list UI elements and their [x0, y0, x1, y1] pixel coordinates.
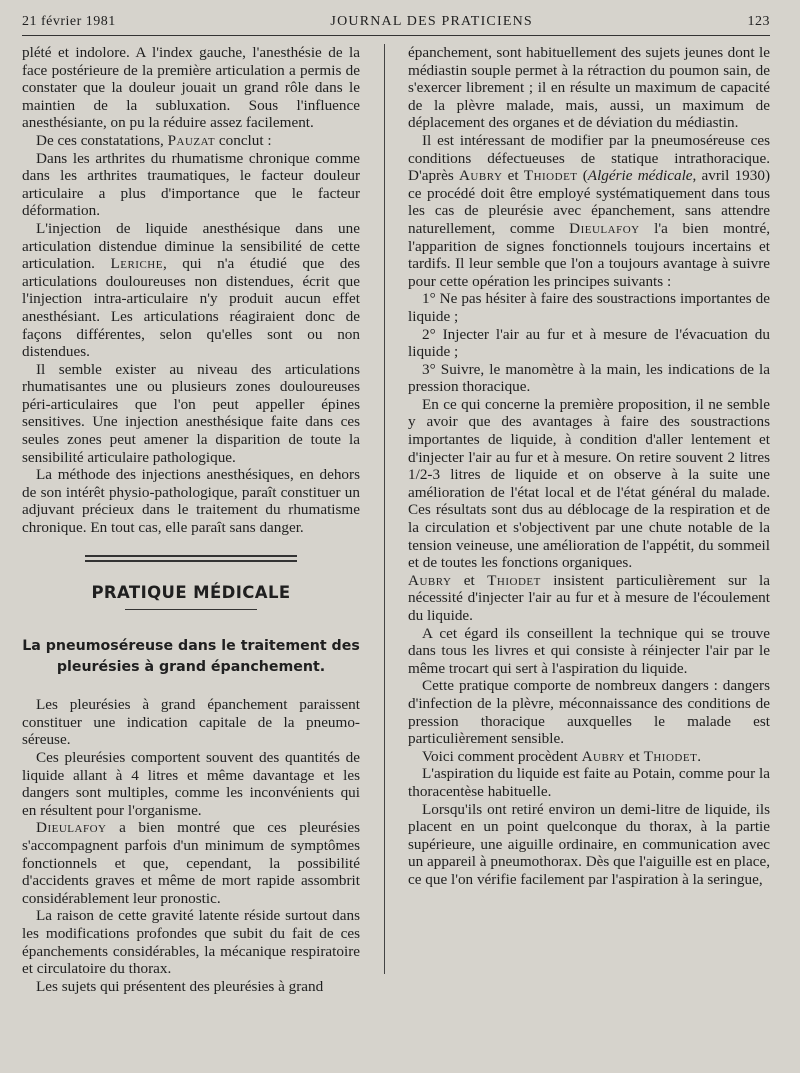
author-name: Aubry — [408, 571, 452, 589]
author-name: Dieulafoy — [569, 219, 640, 237]
paragraph: Il semble exister au niveau des articulations rhumatisantes une ou plusieurs zones douloureuses péri-articulaires que l'on peut appeller épines sensitives. Une injection anesthésique faite dans ces seules zones peut amener la disparition de toute la sensibilité articulaire pathologique. — [22, 360, 360, 466]
paragraph: plété et indolore. A l'index gauche, l'anesthésie de la face postérieure de la première articulation a permis de constater que la douleur jouait un grand rôle dans le maintien de la subluxation. Sous l'influence anesthésiante, on pu la réduire assez facilement. — [22, 44, 360, 132]
page-number: 123 — [747, 14, 770, 29]
list-item: 1° Ne pas hésiter à faire des soustractions importantes de liquide ; — [408, 290, 770, 325]
section-title: PRATIQUE MÉDICALE — [91, 582, 291, 602]
author-name: Thiodet — [523, 167, 578, 185]
section-separator — [85, 555, 297, 562]
article-title: La pneumoséreuse dans le traitement des pleurésies à grand épanchement. — [22, 638, 360, 676]
paragraph: Aubry et Thiodet insistent particulièrement sur la nécessité d'injecter l'air au fur et à mesure de l'écoulement du liquide. — [408, 571, 770, 624]
paragraph: A cet égard ils conseillent la technique qui se trouve dans tous les livres et qui consiste à réinjecter l'air par le même trocart qui sert à l'aspiration du liquide. — [408, 624, 770, 677]
author-name: Thiodet — [487, 571, 541, 589]
paragraph: L'aspiration du liquide est faite au Potain, comme pour la thoracentèse habituelle. — [408, 765, 770, 800]
author-name: Leriche — [110, 255, 163, 273]
paragraph: Il est intéressant de modifier par la pneumoséreuse ces conditions défectueuses de statique intrathoracique. D'après Aubry et Thiodet (Algérie médicale, avril 1930) ce procédé doit être employé systématiquement dans tous les cas de pleurésie avec épanchement, sans attendre naturellement, comme Dieulafoy l'a bien montré, l'apparition de signes fonctionnels toujours incertains et tardifs. Il leur semble que l'on a toujours avantage à suivre pour cette opération les principes suivants : — [408, 131, 771, 290]
paragraph: La raison de cette gravité latente réside surtout dans les modifications profondes que subit du fait de ces épanchements considérables, la mécanique respiratoire et circulatoire du thorax. — [22, 907, 360, 978]
left-column — [22, 44, 360, 995]
section-underline — [125, 609, 257, 610]
paragraph: Dieulafoy a bien montré que ces pleurésies s'accompagnent parfois d'un minimum de symptômes fonctionnels et que, cependant, la possibilité d'accidents graves et même de mort rapide assombrit considérablement leur pronostic. — [22, 819, 360, 907]
list-item: 3° Suivre, le manomètre à la main, les indications de la pression thoracique. — [408, 360, 770, 396]
author-name: Pauzat — [167, 131, 216, 149]
journal-title: JOURNAL DES PRATICIENS — [330, 14, 533, 29]
author-name: Aubry — [458, 167, 503, 185]
paragraph: Voici comment procèdent Aubry et Thiodet. — [422, 747, 702, 765]
two-column-body — [22, 44, 770, 995]
paragraph: Dans les arthrites du rhumatisme chronique comme dans les arthrites traumatiques, le facteur douleur articulaire a plus d'importance que le facteur déformation. — [22, 149, 360, 220]
paragraph: De ces constatations, Pauzat conclut : — [36, 131, 272, 149]
author-name: Thiodet — [643, 747, 698, 765]
author-name: Aubry — [581, 747, 626, 765]
column-divider — [384, 44, 385, 974]
paragraph: Les pleurésies à grand épanchement paraissent constituer une indication capitale de la pneumo-séreuse. — [22, 696, 360, 749]
paragraph: Ces pleurésies comportent souvent des quantités de liquide allant à 4 litres et même davantage et les dangers sont multiples, comme les inconvénients qui en résultent pour l'organisme. — [22, 749, 360, 819]
paragraph: Lorsqu'ils ont retiré environ un demi-litre de liquide, ils placent en un point quelconque du thorax, à la partie supérieure, une aiguille ordinaire, en communication avec un appareil à pneumothorax. Dès que l'aiguille est en place, ce que l'on vérifie facilement par l'aspiration à la seringue, — [408, 800, 770, 888]
paragraph: épanchement, sont habituellement des sujets jeunes dont le médiastin souple permet à la rétraction du poumon sain, de s'exercer librement ; il en résulte un maximum de capacité de la plèvre malade, mais, aussi, un maximum de déplacement des organes et de déviation du médiastin. — [408, 44, 770, 132]
paragraph: La méthode des injections anesthésiques, en dehors de son intérêt physio-pathologique, paraît constituer un adjuvant précieux dans le traitement du rhumatisme chronique. En tout cas, elle paraît sans danger. — [22, 466, 360, 537]
author-name: Dieulafoy — [36, 819, 107, 837]
list-item: 2° Injecter l'air au fur et à mesure de l'évacuation du liquide ; — [408, 325, 770, 361]
header-date: 21 février 1981 — [22, 14, 116, 29]
running-header — [22, 14, 770, 36]
right-column — [408, 44, 770, 995]
paragraph: Les sujets qui présentent des pleurésies à grand — [36, 977, 324, 995]
journal-reference: Algérie médicale — [587, 167, 693, 185]
paragraph: L'injection de liquide anesthésique dans une articulation distendue diminue la sensibilité de cette articulation. Leriche, qui n'a étudié que des articulations douloureuses non distendues, écrit que l'injection intra-articulaire n'y produit aucun effet anesthésiant. Les articulations réagiraient donc de façons différentes, selon qu'elles sont ou non distendues. — [22, 219, 360, 361]
paragraph: En ce qui concerne la première proposition, il ne semble y avoir que des avantages à faire des soustractions importantes de liquide, à condition d'aller lentement et d'injecter l'air au fur et à mesure. On retire souvent 2 litres 1/2-3 litres de liquide et on observe à la suite une amélioration de l'état local et de l'état général du malade. Ces résultats sont dus au déblocage de la respiration et de la circulation et s'objectivent par une chute notable de la tension veineuse, une amélioration de l'appétit, du sommeil et de toutes les fonctions organiques. — [408, 395, 770, 572]
paragraph: Cette pratique comporte de nombreux dangers : dangers d'infection de la plèvre, méconnaissance des conditions de pression thoracique auxquelles le malade est particulièrement sensible. — [408, 677, 770, 748]
